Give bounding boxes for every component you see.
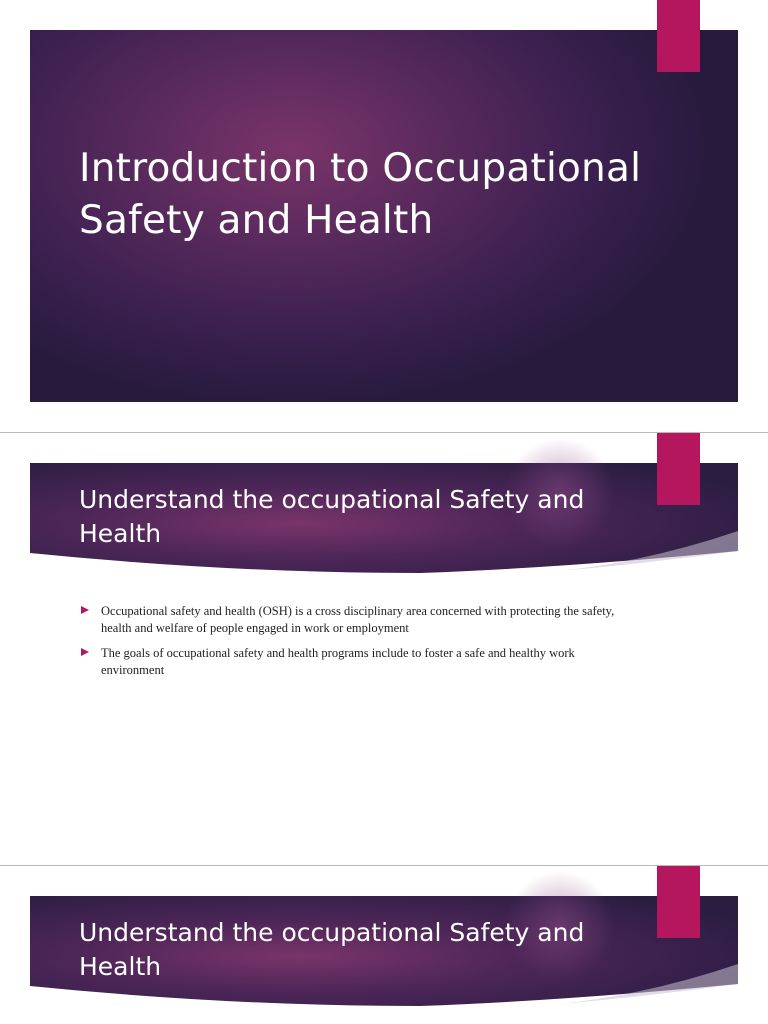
bullet-list: [79, 603, 619, 687]
slide-3[interactable]: [0, 866, 768, 1024]
slide-heading: Understand the occupational Safety and Health: [79, 918, 585, 981]
list-item: [79, 603, 619, 637]
slide-1[interactable]: [0, 0, 768, 432]
bullet-text: Occupational safety and health (OSH) is a cross disciplinary area concerned with protecting the safety, health and welfare of people engaged in work or employment: [101, 604, 615, 635]
slide-2[interactable]: [0, 433, 768, 865]
list-item: [79, 645, 619, 679]
bookmark-accent: [657, 0, 700, 72]
bookmark-accent: [657, 433, 700, 505]
bullet-text: The goals of occupational safety and health programs include to foster a safe and healthy work environment: [101, 646, 575, 677]
triangle-bullet-icon: [81, 606, 89, 614]
triangle-bullet-icon: [81, 648, 89, 656]
bookmark-accent: [657, 866, 700, 938]
slide-title: Introduction to Occupational Safety and Health: [79, 146, 642, 243]
slide-heading: Understand the occupational Safety and Health: [79, 485, 585, 548]
